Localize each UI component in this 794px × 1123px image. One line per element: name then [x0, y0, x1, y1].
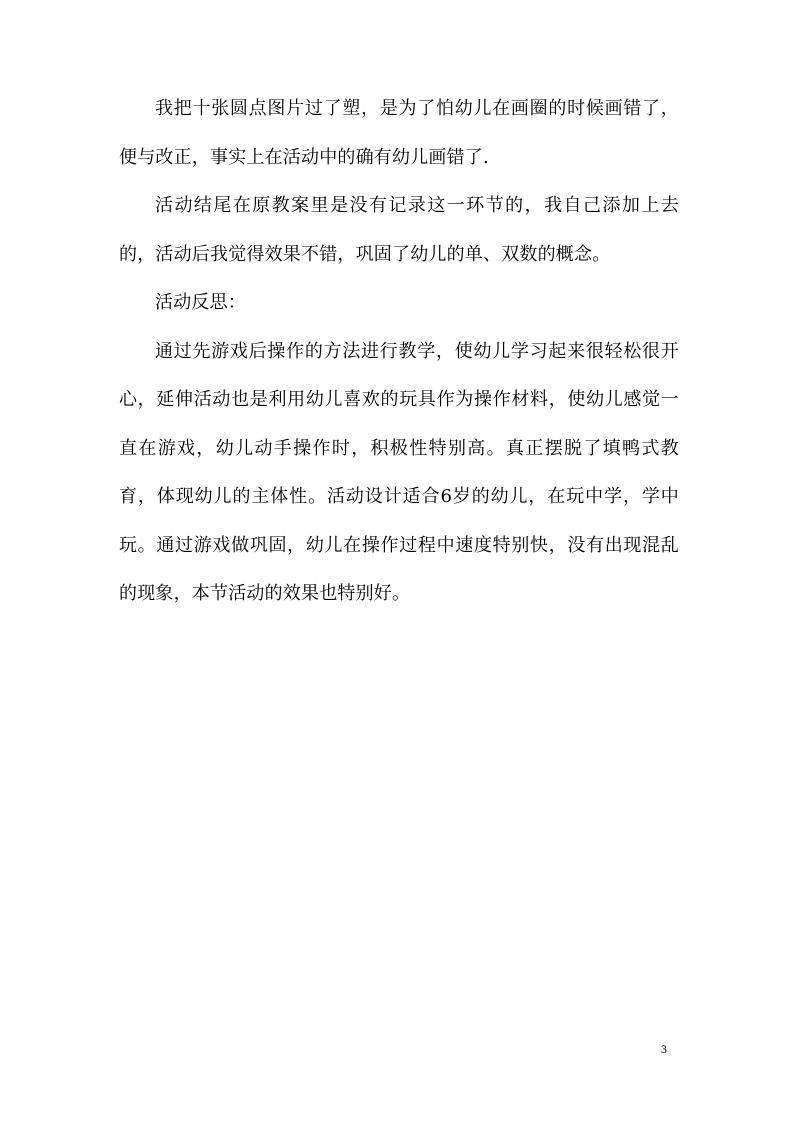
paragraph-activity-ending: 活动结尾在原教案里是没有记录这一环节的，我自己添加上去的，活动后我觉得效果不错，巩固了幼儿的单、双数的概念。: [119, 195, 679, 265]
paragraph-laminated-cards: 我把十张圆点图片过了塑，是为了怕幼儿在画圈的时候画错了，便与改正，事实上在活动中的确有幼儿画错了.: [119, 98, 679, 168]
page-number: 3: [661, 1042, 667, 1056]
body-text: [119, 85, 679, 619]
section-heading-reflection: 活动反思：: [155, 292, 246, 313]
paragraph-reflection: 通过先游戏后操作的方法进行教学，使幼儿学习起来很轻松很开心，延伸活动也是利用幼儿喜欢的玩具作为操作材料，使幼儿感觉一直在游戏，幼儿动手操作时，积极性特别高。真正摆脱了填鸭式教育，体现幼儿的主体性。活动设计适合6岁的幼儿，在玩中学，学中玩。通过游戏做巩固，幼儿在操作过程中速度特别快，没有出现混乱的现象，本节活动的效果也特别好。: [119, 340, 679, 604]
